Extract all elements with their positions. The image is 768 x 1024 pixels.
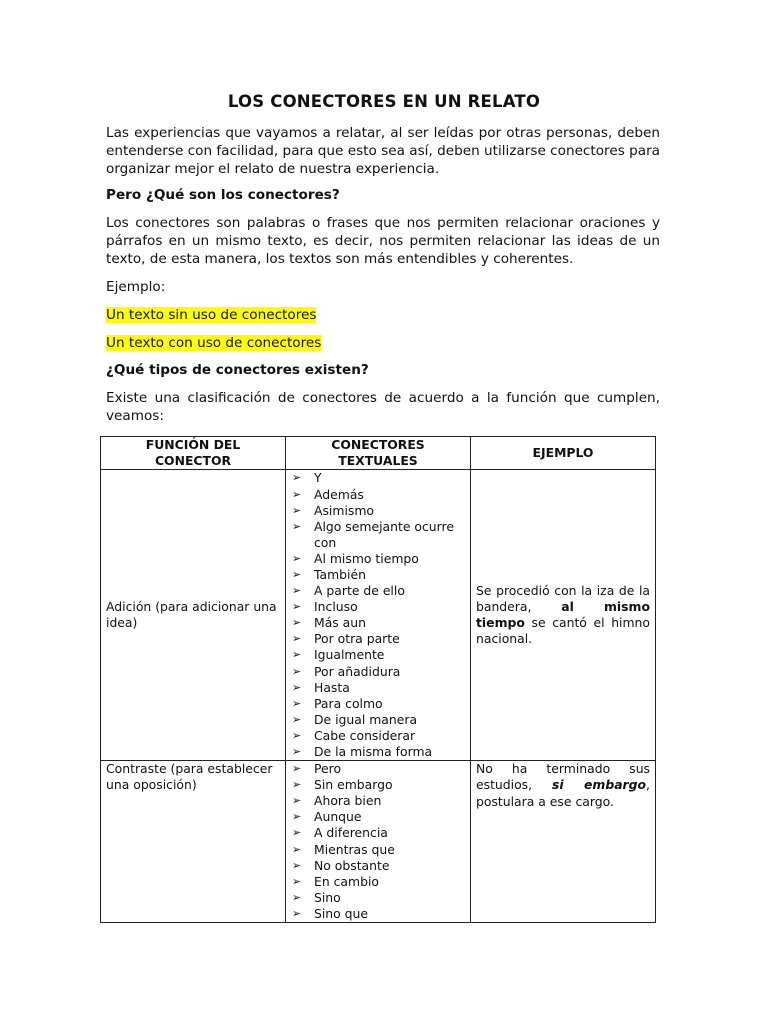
connector-label: A parte de ello — [314, 583, 405, 599]
connector-label: A diferencia — [314, 825, 388, 841]
header-connectors: CONECTORES TEXTUALES — [286, 437, 471, 470]
arrow-bullet-icon: ➢ — [292, 874, 302, 888]
connector-item — [292, 793, 466, 809]
example-link-with-connectors[interactable] — [106, 334, 660, 352]
connector-item — [292, 728, 466, 744]
connector-label: No obstante — [314, 857, 390, 873]
connector-item — [292, 744, 466, 760]
connector-item — [292, 551, 466, 567]
arrow-bullet-icon: ➢ — [292, 696, 302, 710]
connector-label: Asimismo — [314, 502, 374, 518]
connector-item — [292, 858, 466, 874]
arrow-bullet-icon: ➢ — [292, 471, 302, 485]
connectors-cell — [286, 761, 471, 923]
connector-label: En cambio — [314, 873, 379, 889]
arrow-bullet-icon: ➢ — [292, 906, 302, 920]
connector-item — [292, 519, 466, 551]
arrow-bullet-icon: ➢ — [292, 778, 302, 792]
connector-item — [292, 470, 466, 486]
header-function: FUNCIÓN DEL CONECTOR — [101, 437, 286, 470]
connector-label: Hasta — [314, 679, 350, 695]
connectors-cell — [286, 470, 471, 761]
highlighted-text: Un texto con uso de conectores — [106, 335, 322, 351]
table-row-contrast — [101, 761, 656, 923]
connector-item — [292, 680, 466, 696]
connector-label: También — [314, 566, 366, 582]
connector-item — [292, 567, 466, 583]
arrow-bullet-icon: ➢ — [292, 487, 302, 501]
connector-item — [292, 487, 466, 503]
connector-label: Cabe considerar — [314, 727, 416, 743]
connectors-table — [100, 436, 656, 923]
connector-item — [292, 777, 466, 793]
arrow-bullet-icon: ➢ — [292, 503, 302, 517]
connector-label: De la misma forma — [314, 744, 433, 759]
arrow-bullet-icon: ➢ — [292, 519, 302, 533]
example-text: , postulara a ese cargo. — [476, 777, 650, 809]
arrow-bullet-icon: ➢ — [292, 890, 302, 904]
example-connector: al mismo tiempo — [476, 599, 650, 631]
connector-label: Además — [314, 486, 364, 502]
arrow-bullet-icon: ➢ — [292, 745, 302, 758]
arrow-bullet-icon: ➢ — [292, 680, 302, 694]
connector-label: Ahora bien — [314, 793, 382, 809]
intro-paragraph: Las experiencias que vayamos a relatar, al ser leídas por otras personas, deben entenderse con facilidad, para que esto sea así, deben utilizarse conectores para organizar mejor el relato de nuestra experiencia. — [106, 125, 660, 177]
example-cell — [471, 761, 656, 923]
header-example: EJEMPLO — [471, 437, 656, 470]
example-link-without-connectors[interactable] — [106, 306, 660, 324]
connector-item — [292, 761, 466, 777]
connector-label: Más aun — [314, 615, 366, 631]
arrow-bullet-icon: ➢ — [292, 648, 302, 662]
connector-item — [292, 647, 466, 663]
example-cell — [471, 470, 656, 761]
function-cell: Adición (para adicionar una idea) — [101, 470, 286, 761]
connector-item — [292, 696, 466, 712]
classification-paragraph: Existe una clasificación de conectores de acuerdo a la función que cumplen, veamos: — [106, 390, 660, 424]
connector-item — [292, 599, 466, 615]
connector-label: De igual manera — [314, 711, 418, 727]
connector-label: Mientras que — [314, 841, 395, 857]
arrow-bullet-icon: ➢ — [292, 810, 302, 824]
definition-paragraph: Los conectores son palabras o frases que nos permiten relacionar oraciones y párrafos en un mismo texto, es decir, nos permiten relacionar las ideas de un texto, de esta manera, los textos son más entendibles y coherentes. — [106, 215, 660, 267]
connector-label: Sino que — [314, 905, 369, 921]
arrow-bullet-icon: ➢ — [292, 712, 302, 726]
connector-item — [292, 615, 466, 631]
example-text: No ha terminado sus estudios, — [476, 761, 650, 793]
connector-label: Sin embargo — [314, 777, 393, 793]
arrow-bullet-icon: ➢ — [292, 728, 302, 742]
connector-label: Incluso — [314, 599, 358, 615]
arrow-bullet-icon: ➢ — [292, 794, 302, 808]
connector-item — [292, 906, 466, 922]
connector-label: Y — [314, 470, 322, 486]
connector-item — [292, 842, 466, 858]
arrow-bullet-icon: ➢ — [292, 616, 302, 630]
connector-item — [292, 583, 466, 599]
arrow-bullet-icon: ➢ — [292, 842, 302, 856]
connector-item — [292, 825, 466, 841]
arrow-bullet-icon: ➢ — [292, 664, 302, 678]
question-connector-types: ¿Qué tipos de conectores existen? — [106, 362, 369, 378]
example-label: Ejemplo: — [106, 279, 166, 295]
connector-item — [292, 809, 466, 825]
arrow-bullet-icon: ➢ — [292, 551, 302, 565]
connector-label: Al mismo tiempo — [314, 550, 419, 566]
arrow-bullet-icon: ➢ — [292, 584, 302, 598]
connector-label: Por añadidura — [314, 663, 401, 679]
example-connector: si embargo — [552, 777, 647, 793]
connector-label: Por otra parte — [314, 631, 400, 647]
table-row-addition — [101, 470, 656, 761]
example-text: Se procedió con la iza de la bandera, — [476, 582, 650, 615]
connector-label: Aunque — [314, 809, 362, 825]
arrow-bullet-icon: ➢ — [292, 632, 302, 646]
connector-label: Algo semejante ocurre con — [314, 518, 454, 550]
connector-item — [292, 503, 466, 519]
arrow-bullet-icon: ➢ — [292, 858, 302, 872]
connector-item — [292, 890, 466, 906]
connector-list — [292, 761, 466, 922]
table-header-row — [101, 437, 656, 470]
connector-item — [292, 712, 466, 728]
question-what-are-connectors: Pero ¿Qué son los conectores? — [106, 187, 340, 203]
arrow-bullet-icon: ➢ — [292, 567, 302, 581]
connector-item — [292, 874, 466, 890]
connector-label: Sino — [314, 889, 341, 905]
connector-label: Igualmente — [314, 647, 385, 663]
connector-item — [292, 664, 466, 680]
connector-list — [292, 470, 466, 760]
highlighted-text: Un texto sin uso de conectores — [106, 307, 317, 323]
function-cell: Contraste (para establecer una oposición) — [101, 761, 286, 923]
arrow-bullet-icon: ➢ — [292, 762, 302, 776]
document-title: LOS CONECTORES EN UN RELATO — [227, 92, 541, 111]
connector-label: Para colmo — [314, 695, 383, 711]
example-text: se cantó el himno nacional. — [476, 615, 650, 647]
arrow-bullet-icon: ➢ — [292, 826, 302, 840]
connector-item — [292, 631, 466, 647]
arrow-bullet-icon: ➢ — [292, 600, 302, 614]
connector-label: Pero — [314, 761, 342, 777]
